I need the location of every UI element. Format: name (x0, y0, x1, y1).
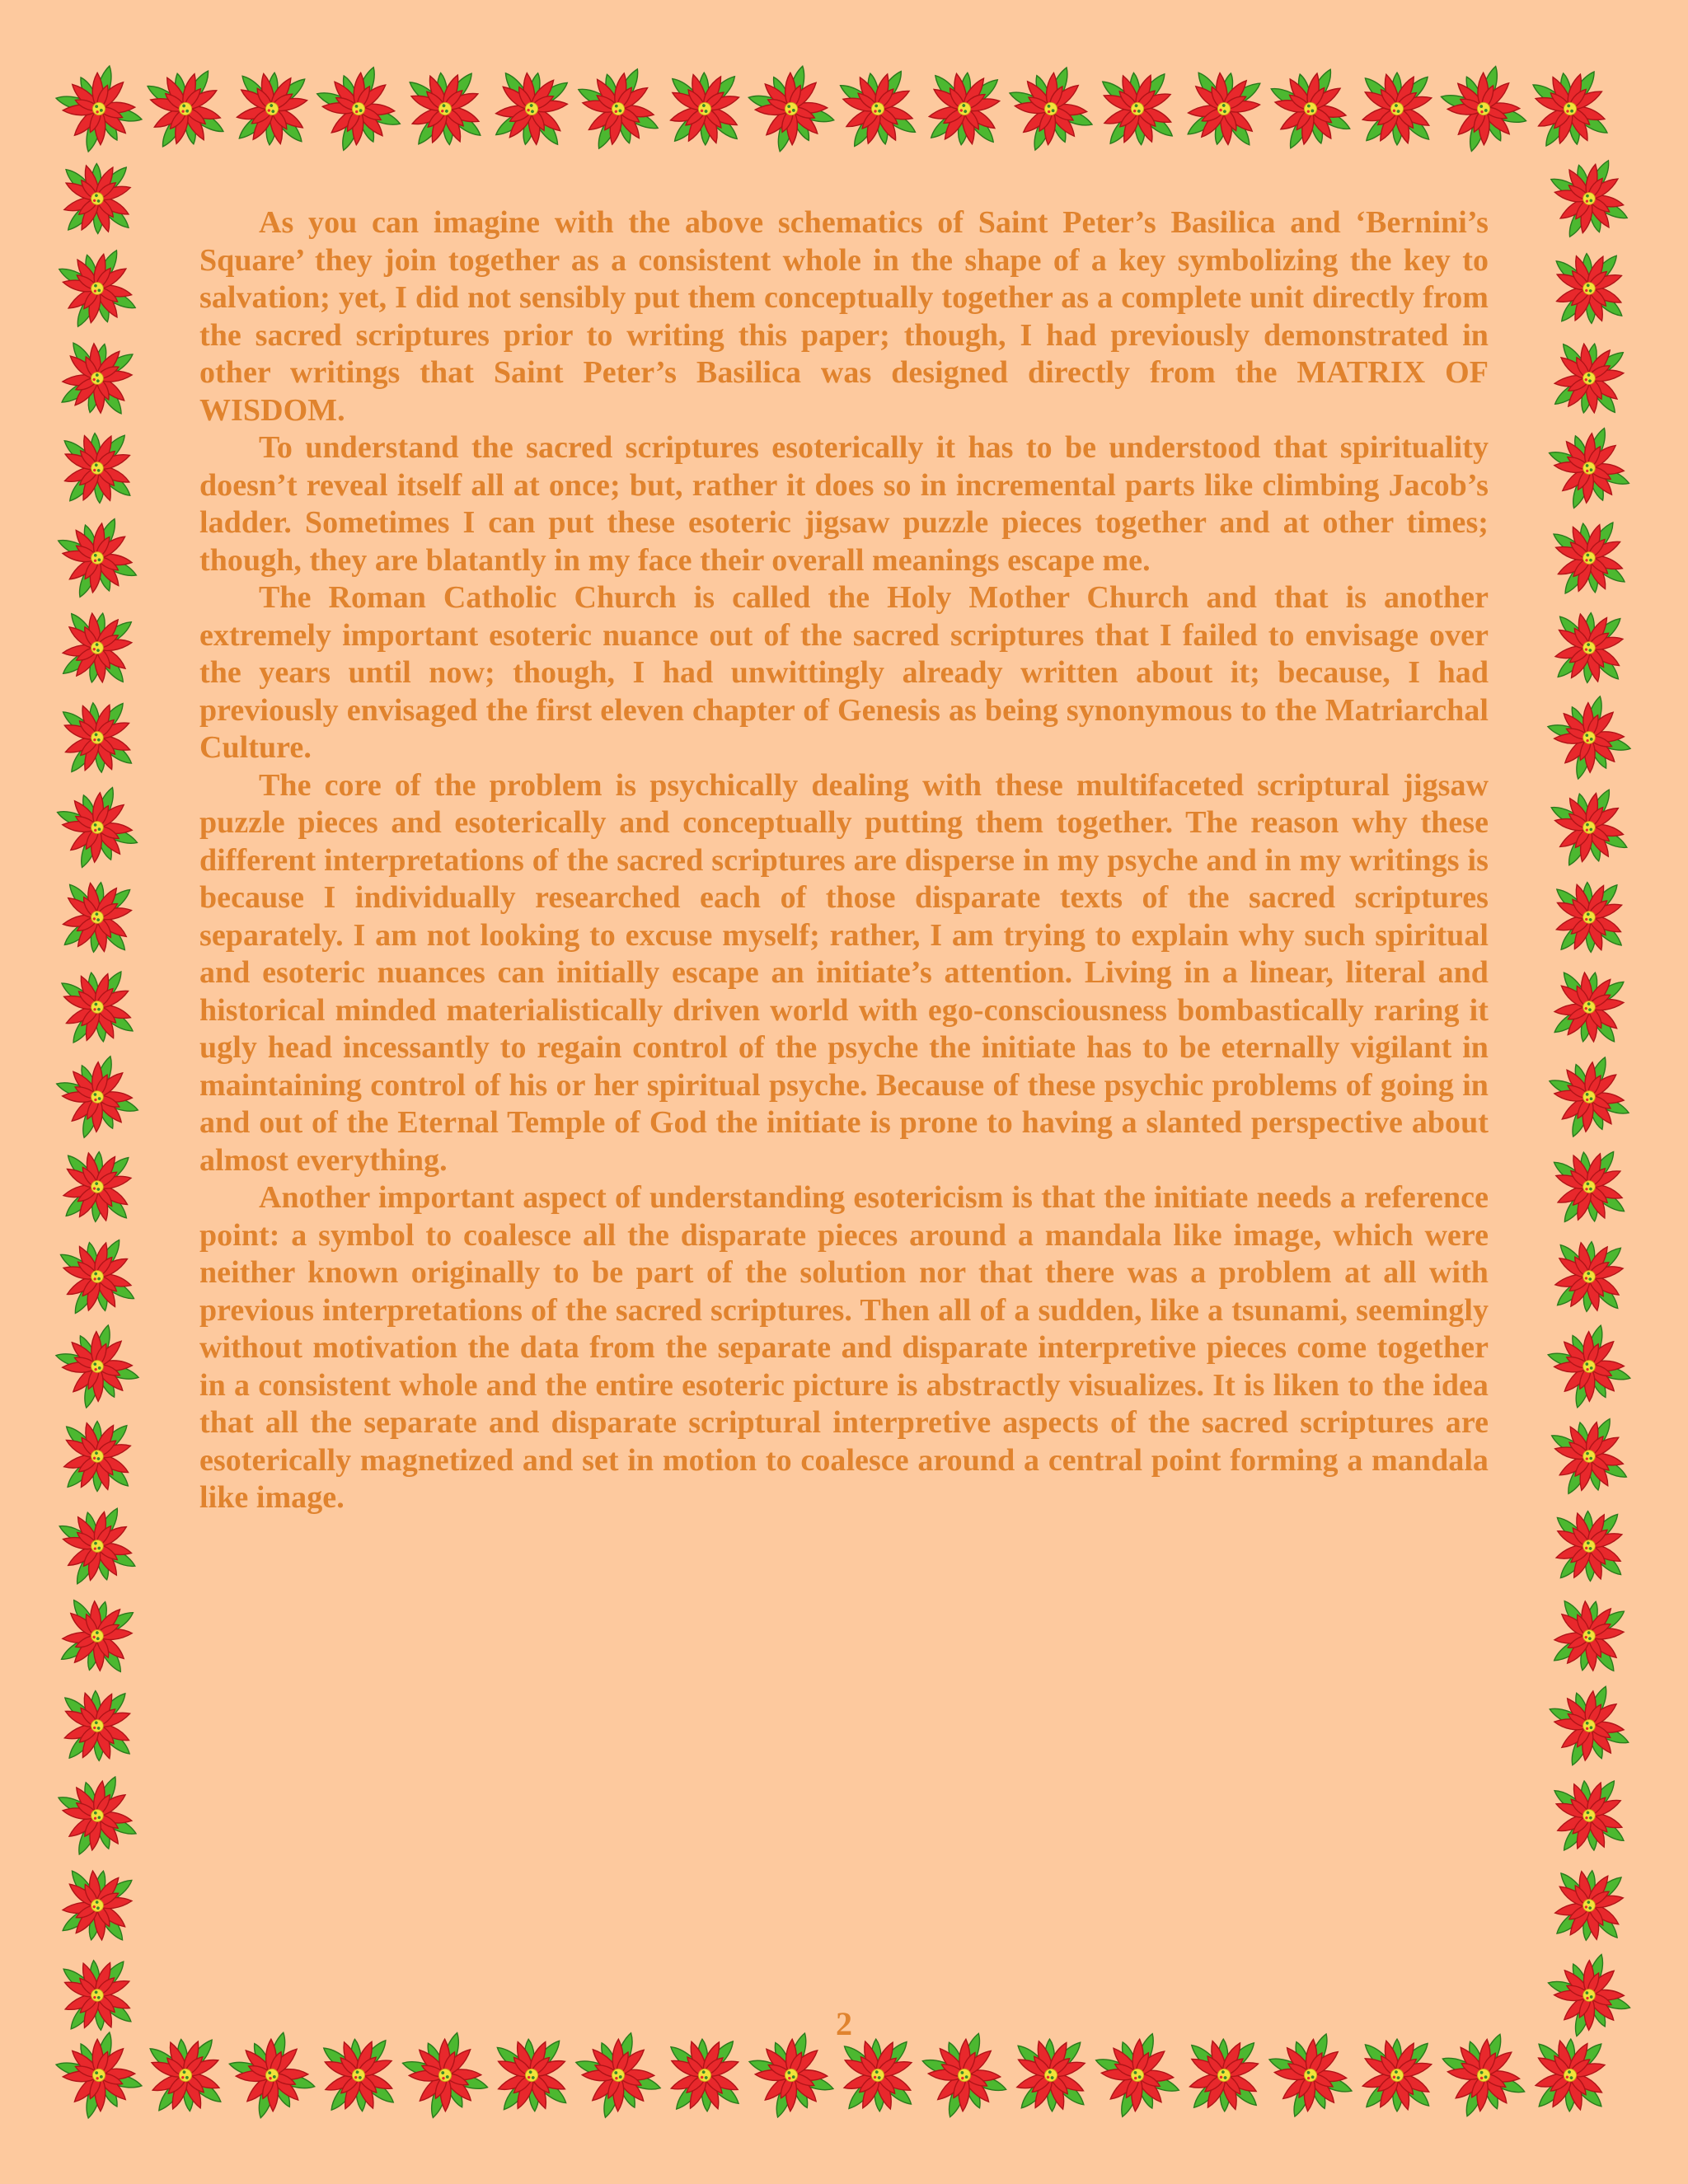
poinsettia-icon (39, 1398, 156, 1515)
poinsettia-icon (1529, 318, 1649, 438)
poinsettia-icon (1530, 588, 1648, 706)
poinsettia-icon (400, 2030, 491, 2121)
poinsettia-icon (211, 48, 334, 171)
poinsettia-icon (47, 1765, 147, 1865)
poinsettia-icon (1541, 420, 1636, 515)
poinsettia-icon (38, 1127, 156, 1245)
poinsettia-icon (37, 588, 157, 708)
poinsettia-icon (823, 54, 934, 165)
poinsettia-icon (52, 1052, 143, 1143)
poinsettia-icon (40, 141, 156, 257)
poinsettia-icon (1530, 1217, 1648, 1336)
poinsettia-icon (1531, 1488, 1647, 1604)
paragraph: The core of the problem is psychically dealing with these multifaceted scriptural jigsaw puzzle pieces and esoterically and conceptually putting them together. The reason why these different interpretations of the sacred scriptures are disperse in my psyche and in my writings is because I individually researched each of those disparate texts of the sacred scriptures separately. I am not looking to excuse myself; rather, I am trying to explain why such spiritual and esoteric nuances can initially escape an initiate’s attention. Living in a linear, literal and historical minded materialistically driven world with ego-consciousness bombastically raring it ugly head incessantly to regain control of the psyche the initiate has to be eternally vigilant in maintaining control of his or her spiritual psyche. Because of these psychic problems of going in and out of the Eternal Temple of God the initiate is prone to having a slanted perspective about almost everything. (199, 767, 1489, 1178)
poinsettia-icon (645, 49, 764, 168)
poinsettia-icon (310, 60, 407, 157)
poinsettia-icon (1540, 1048, 1637, 1145)
poinsettia-icon (1529, 1576, 1649, 1696)
poinsettia-icon (49, 780, 144, 874)
poinsettia-icon (1514, 53, 1626, 165)
poinsettia-icon (38, 858, 157, 977)
poinsettia-icon (37, 1845, 157, 1966)
poinsettia-icon (227, 2031, 317, 2121)
poinsettia-icon (1534, 1132, 1644, 1242)
poinsettia-icon (46, 237, 148, 340)
poinsettia-icon (1537, 776, 1641, 879)
poinsettia-icon (40, 411, 155, 526)
poinsettia-icon (1001, 59, 1100, 157)
poinsettia-icon (37, 318, 157, 438)
poinsettia-icon (130, 54, 241, 164)
poinsettia-icon (1438, 63, 1530, 155)
poinsettia-icon (1540, 1677, 1639, 1775)
page-number: 2 (836, 2005, 852, 2042)
poinsettia-icon (1545, 1322, 1633, 1410)
poinsettia-icon (1079, 50, 1195, 166)
paragraph: Another important aspect of understanding esotericism is that the initiate needs a reference point: a symbol to coalesce all the disparate pieces around a mandala like image, which were neither known originally to be part of the solution nor that there was a problem at all with previous interpretations of the sacred scriptures. Then all of a sudden, like a tsunami, seemingly without motivation the data from the separate and disparate interpretive pieces come together in a consistent whole and the entire esoteric picture is abstractly visualizes. It is liken to the idea that all the separate and disparate scriptural interpretive aspects of the sacred scriptures are esoterically magnetized and set in motion to coalesce around a central point forming a mandala like image. (199, 1180, 1489, 1515)
poinsettia-icon (1337, 49, 1457, 169)
paragraph: The Roman Catholic Church is called the Holy Mother Church and that is another extremely important esoteric nuance out of the sacred scriptures that I failed to envisage over the years until now; though, I had unwittingly already written about it; because, I had previously envisaged the first eleven chapter of Genesis as being synonymous to the Matriarchal Culture. (199, 580, 1489, 765)
paragraph: To understand the sacred scriptures esoterically it has to be understood that spirituality doesn’t reveal itself all at once; but, rather it does so in incremental parts like climbing Jacob’s ladder. Sometimes I can put these esoteric jigsaw puzzle pieces together and at other times; though, they are blatantly in my face their overall meanings escape me. (199, 430, 1489, 578)
poinsettia-icon (43, 953, 152, 1062)
poinsettia-icon (1538, 148, 1640, 250)
poinsettia-icon (1531, 860, 1646, 974)
poinsettia-icon (903, 47, 1025, 170)
body-text (199, 204, 1489, 1517)
poinsettia-icon (1529, 947, 1649, 1067)
poinsettia-icon (1162, 47, 1287, 171)
poinsettia-icon (1530, 1846, 1648, 1965)
poinsettia-icon (470, 47, 594, 171)
paragraph: As you can imagine with the above schematics of Saint Peter’s Basilica and ‘Bernini’s Square’ they join together as a consistent whole in the shape of a key symbolizing the key to salvation; yet, I did not sensibly put them conceptually together as a complete unit directly from the sacred scriptures prior to writing this paper; though, I had previously demonstrated in other writings that Saint Peter’s Basilica was designed directly from the MATRIX OF WISDOM. (199, 205, 1489, 428)
poinsettia-icon (54, 64, 143, 152)
poinsettia-icon (566, 57, 671, 162)
poinsettia-icon (387, 51, 503, 166)
poinsettia-icon (747, 64, 837, 154)
poinsettia-icon (1537, 1404, 1642, 1509)
poinsettia-icon (45, 1494, 149, 1598)
poinsettia-icon (1258, 56, 1363, 162)
poinsettia-icon (54, 2031, 143, 2119)
poinsettia-icon (48, 509, 147, 607)
poinsettia-icon (41, 682, 153, 794)
poinsettia-icon (1532, 232, 1647, 346)
poinsettia-icon (1545, 694, 1632, 780)
poinsettia-icon (40, 1668, 154, 1783)
poinsettia-icon (54, 1323, 140, 1409)
poinsettia-icon (1534, 1760, 1645, 1872)
poinsettia-icon (1535, 504, 1644, 613)
poinsettia-icon (37, 1576, 157, 1696)
poinsettia-icon (44, 1223, 150, 1329)
